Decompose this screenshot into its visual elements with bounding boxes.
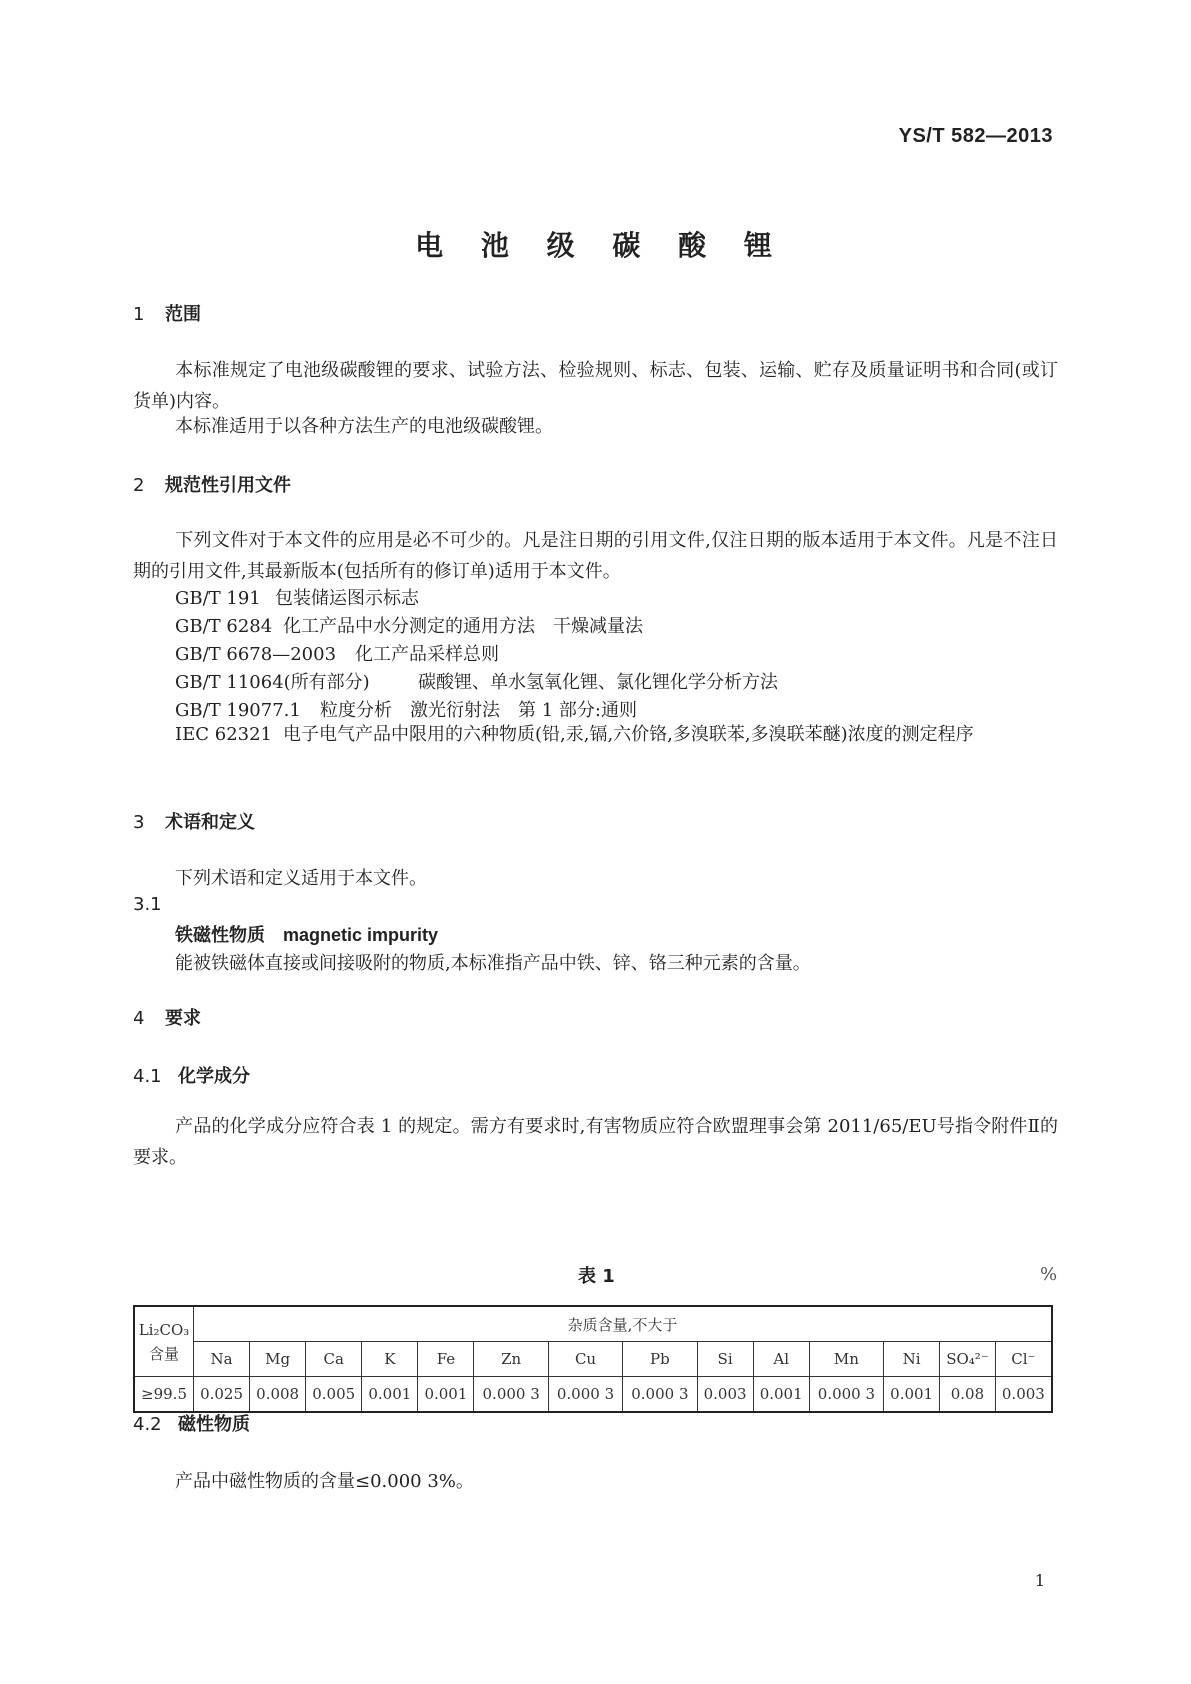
scope-paragraph-2: 本标准适用于以各种方法生产的电池级碳酸锂。 [175,416,553,437]
table-cell: 0.001 [753,1377,809,1413]
scope-paragraph-1: 本标准规定了电池级碳酸锂的要求、试验方法、检验规则、标志、包装、运输、贮存及质量证明书和合同(或订货单)内容。 [133,360,1058,412]
section-title: 规范性引用文件 [165,475,291,496]
table-header-cell: Ca [306,1342,362,1377]
table-header-cell: Mn [809,1342,883,1377]
table-cell: 0.005 [306,1377,362,1413]
table-cell: 0.008 [250,1377,306,1413]
section-title: 范围 [165,304,201,325]
table-cell: 0.000 3 [623,1377,697,1413]
section-number: 2 [133,475,145,496]
table-cell: 0.025 [194,1377,250,1413]
page-number: 1 [1034,1571,1045,1590]
section-2-heading [133,471,291,497]
table-header-cell: Zn [474,1342,548,1377]
table-cell: 0.003 [995,1377,1052,1413]
section-number: 4.1 [133,1066,162,1087]
section-number: 4.2 [133,1414,162,1435]
table-header-cell: Ni [884,1342,940,1377]
section-number: 4 [133,1008,145,1029]
section-title: 要求 [165,1008,201,1029]
table-header-cell: Li₂CO₃ 含量 [134,1306,194,1377]
terms-intro: 下列术语和定义适用于本文件。 [175,868,427,889]
normative-references-intro: 下列文件对于本文件的应用是必不可少的。凡是注日期的引用文件,仅注日期的版本适用于本文件。凡是不注日期的引用文件,其最新版本(包括所有的修订单)适用于本文件。 [133,530,1058,582]
term-definition: 能被铁磁体直接或间接吸附的物质,本标准指产品中铁、锌、铬三种元素的含量。 [175,953,811,974]
table-cell: 0.001 [362,1377,418,1413]
table-cell: 0.001 [884,1377,940,1413]
reference-item: GB/T 6678—2003 化工产品采样总则 [175,644,499,665]
term-chinese: 铁磁性物质 [175,925,265,946]
table-cell: 0.000 3 [474,1377,548,1413]
table-header-cell: Cl⁻ [995,1342,1052,1377]
section-title: 术语和定义 [165,812,255,833]
magnetic-substance-paragraph: 产品中磁性物质的含量≤0.000 3%。 [175,1471,474,1492]
chemical-composition-table [133,1305,1053,1413]
table-header-cell: Na [194,1342,250,1377]
document-title: 电 池 级 碳 酸 锂 [415,229,786,262]
section-3-heading [133,808,255,834]
table-cell: 0.001 [418,1377,474,1413]
term-english: magnetic impurity [283,925,439,945]
table-element-row [134,1342,1052,1377]
table-header-cell: Si [697,1342,753,1377]
table-cell: 0.000 3 [548,1377,622,1413]
section-4-heading [133,1004,201,1030]
table-unit: % [1040,1264,1058,1285]
table-cell: 0.003 [697,1377,753,1413]
reference-item: GB/T 19077.1 粒度分析 激光衍射法 第 1 部分:通则 [175,700,637,721]
table-row [134,1377,1052,1413]
table-group-header: 杂质含量,不大于 [194,1306,1053,1342]
section-title: 磁性物质 [178,1414,250,1435]
section-4-1-heading [133,1062,250,1088]
table-cell: 0.08 [940,1377,996,1413]
reference-item: GB/T 191 包装储运图示标志 [175,588,419,609]
table-header-cell: Fe [418,1342,474,1377]
term-entry [175,921,438,947]
table-header-cell: Pb [623,1342,697,1377]
section-4-2-heading [133,1410,250,1436]
reference-item: GB/T 11064(所有部分) 碳酸锂、单水氢氧化锂、氯化锂化学分析方法 [175,672,778,693]
table-header-cell: K [362,1342,418,1377]
section-number: 1 [133,304,145,325]
table-header-cell: Cu [548,1342,622,1377]
table-header-cell: Al [753,1342,809,1377]
table-header-cell: SO₄²⁻ [940,1342,996,1377]
section-1-heading [133,300,201,326]
chemical-composition-paragraph: 产品的化学成分应符合表 1 的规定。需方有要求时,有害物质应符合欧盟理事会第 2011/65/EU号指令附件Ⅱ的要求。 [133,1116,1058,1168]
table-header-cell: Mg [250,1342,306,1377]
term-number: 3.1 [133,894,162,915]
section-number: 3 [133,812,145,833]
reference-item: GB/T 6284 化工产品中水分测定的通用方法 干燥减量法 [175,616,643,637]
table-cell: 0.000 3 [809,1377,883,1413]
standard-code: YS/T 582—2013 [898,125,1053,147]
table-header-row [134,1306,1052,1342]
section-title: 化学成分 [178,1066,250,1087]
reference-item: IEC 62321 电子电气产品中限用的六种物质(铅,汞,镉,六价铬,多溴联苯,多溴联苯醚)浓度的测定程序 [175,724,974,745]
table-title: 表 1 [578,1266,615,1287]
table-cell: ≥99.5 [134,1377,194,1413]
